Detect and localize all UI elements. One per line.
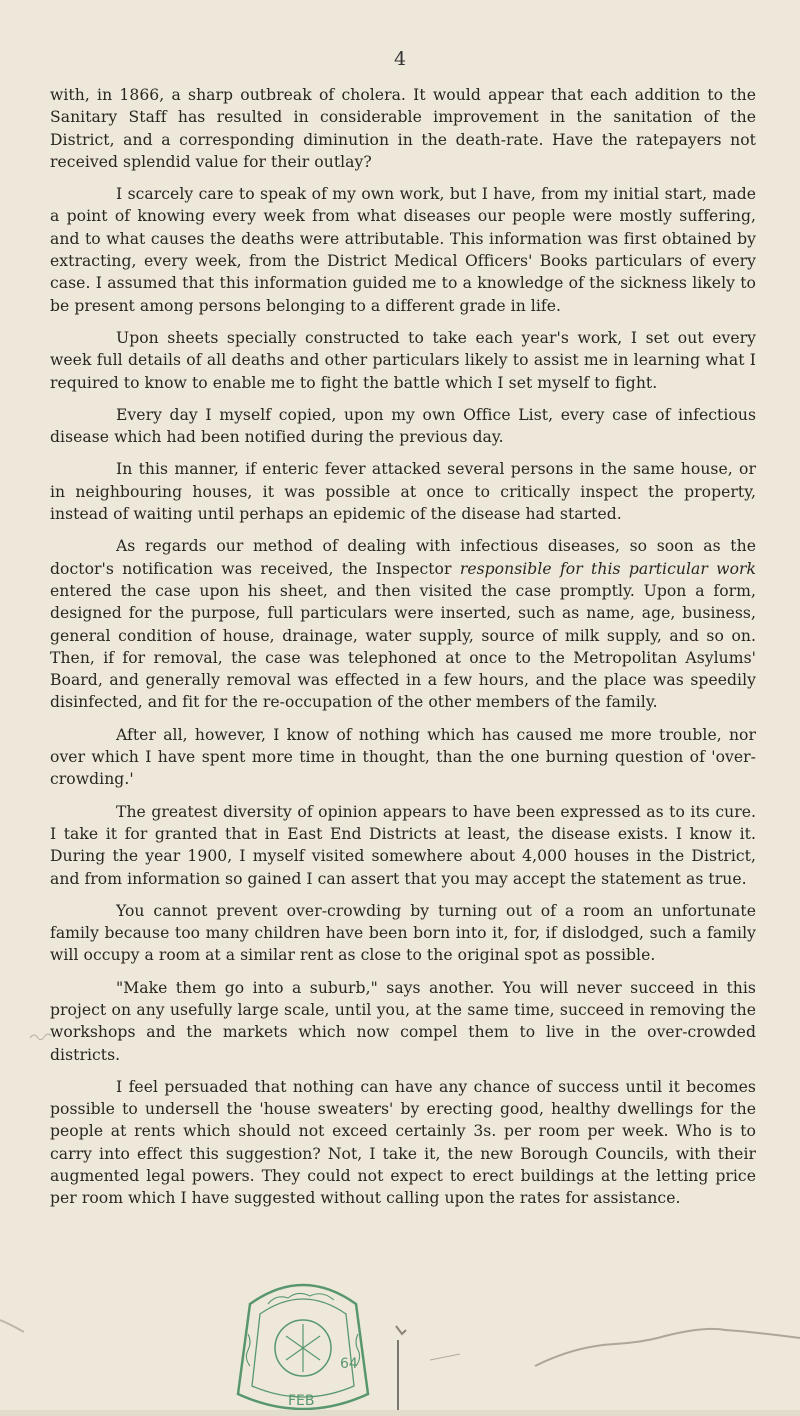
paragraph-3: Upon sheets specially constructed to take each year's work, I set out every week full details of all deaths and other particulars likely to assist me in learning what I required to know to enable me to fight the battle which I set myself to fight. [50, 328, 756, 392]
stamp-number: 64 [340, 1356, 358, 1372]
paragraph-9: You cannot prevent over-crowding by turning out of a room an unfortunate family because too many children have been born into it, for, if dislodged, such a family will occupy a room at a similar rent as close to the original spot as possible. [50, 901, 756, 965]
paragraph-8: The greatest diversity of opinion appears to have been expressed as to its cure. I take it for granted that in East End Districts at least, the disease exists. I know it. During the year 1900, I myself visited somewhere about 4,000 houses in the District, and from information so gained I can assert that you may accept the statement as true. [50, 802, 756, 888]
paragraph-6-text-after: entered the case upon his sheet, and then visited the case promptly. Upon a form, designed for the purpose, full particulars were inserted, such as name, age, business, general condition of house, drainage, water supply, source of milk supply, and so on. Then, if for removal, the case was telephoned at once to the Metropolitan Asylums' Board, and generally removal was effected in a few hours, and the place was speedily disinfected, and fit for the re-occupation of the other members of the family. [50, 581, 756, 712]
paragraph-7: After all, however, I know of nothing which has caused me more trouble, nor over which I have spent more time in thought, than the one burning question of 'over-crowding.' [50, 725, 756, 789]
paragraph-4: Every day I myself copied, upon my own Office List, every case of infectious disease which had been notified during the previous day. [50, 405, 756, 447]
paragraph-6-emphasis: responsible for this particular work [459, 559, 757, 578]
stamp-month: FEB [288, 1393, 315, 1409]
paragraph-5: In this manner, if enteric fever attacked several persons in the same house, or in neighbouring houses, it was possible at once to critically inspect the property, instead of waiting until perhaps an epidemic of the disease had started. [50, 460, 756, 524]
paragraph-1: with, in 1866, a sharp outbreak of cholera. It would appear that each addition to the Sanitary Staff has resulted in considerable improvement in the sanitation of the District, and a corresponding diminution in the death-rate. Have the ratepayers not received splendid value for their outlay? [50, 86, 756, 171]
bottom-smudge-marks [0, 1300, 800, 1416]
paragraph-10: "Make them go into a suburb," says another. You will never succeed in this project on any usefully large scale, until you, at the same time, succeed in removing the workshops and the markets which now compel them to live in the over-crowded districts. [50, 978, 756, 1064]
page-number: 4 [393, 48, 407, 70]
paragraph-6 [50, 535, 756, 713]
body-text [50, 84, 756, 1220]
paragraph-6-text-before: As regards our method of dealing with infectious diseases, so soon as the doctor's notification was received, the Inspector [50, 537, 756, 578]
paragraph-11: I feel persuaded that nothing can have any chance of success until it becomes possible to undersell the 'house sweaters' by erecting good, healthy dwellings for the people at rents which should not exceed certainly 3s. per room per week. Who is to carry into effect this suggestion? Not, I take it, the new Borough Councils, with their augmented legal powers. They could not expect to erect buildings at the letting price per room which I have suggested without calling upon the rates for assistance. [50, 1077, 756, 1208]
paragraph-2: I scarcely care to speak of my own work, but I have, from my initial start, made a point of knowing every week from what diseases our people were mostly suffering, and to what causes the deaths were attributable. This information was first obtained by extracting, every week, from the District Medical Officers' Books particulars of every case. I assumed that this information guided me to a knowledge of the sickness likely to be present among persons belonging to a different grade in life. [50, 185, 756, 315]
margin-pencil-mark [28, 1028, 68, 1042]
